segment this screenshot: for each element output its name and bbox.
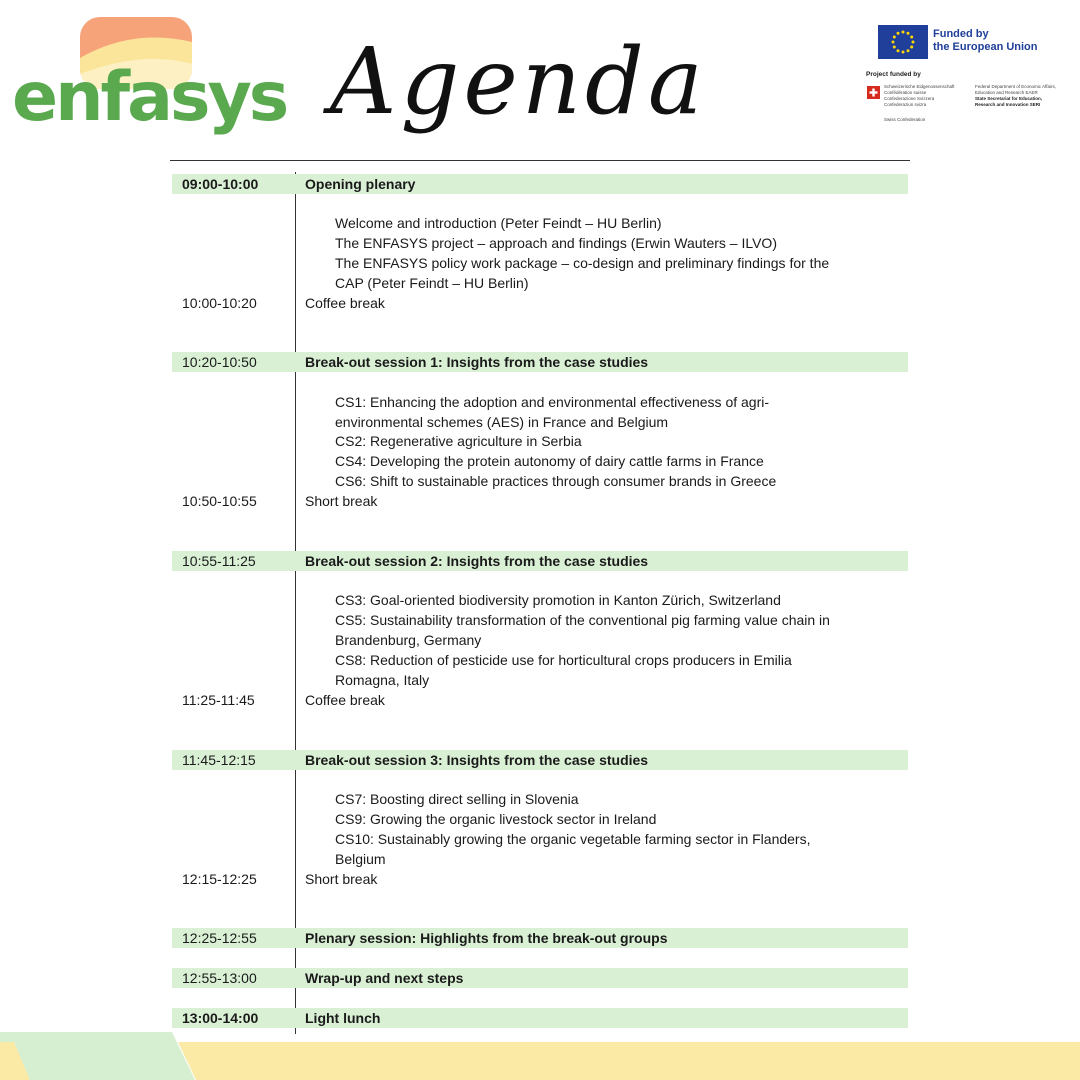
eu-flag-icon <box>878 25 928 59</box>
header-divider <box>170 160 910 161</box>
time-plenary: 12:25-12:55 <box>182 930 257 946</box>
heading-lunch: Light lunch <box>305 1010 381 1026</box>
list-item: CS6: Shift to sustainable practices through consumer brands in Greece <box>335 473 777 489</box>
time-session-2: 10:55-11:25 <box>182 553 256 569</box>
eu-funded-line1: Funded by <box>933 28 989 40</box>
list-item: The ENFASYS project – approach and findings (Erwin Wauters – ILVO) <box>335 235 777 251</box>
eu-funded-line2: the European Union <box>933 41 1038 53</box>
list-item: CS9: Growing the organic livestock sector in Ireland <box>335 811 657 827</box>
list-item: Belgium <box>335 851 386 867</box>
break-1: Coffee break <box>305 295 385 311</box>
list-item: CS3: Goal-oriented biodiversity promotion in Kanton Zürich, Switzerland <box>335 592 781 608</box>
time-wrapup: 12:55-13:00 <box>182 970 257 986</box>
heading-session-1: Break-out session 1: Insights from the case studies <box>305 354 649 370</box>
bottom-stripes-decoration <box>0 1032 1080 1080</box>
swiss-flag-icon <box>867 86 880 99</box>
break-4: Short break <box>305 871 378 887</box>
time-break-1: 10:00-10:20 <box>182 295 257 311</box>
swiss-confederation-label: Swiss Confederation <box>884 117 926 122</box>
time-break-4: 12:15-12:25 <box>182 871 257 887</box>
project-funded-label: Project funded by <box>866 71 921 78</box>
list-item: CS1: Enhancing the adoption and environmental effectiveness of agri- <box>335 394 770 410</box>
page-title: Agenda <box>330 28 707 135</box>
swiss-confederation-lines: Schweizerische Eidgenossenschaft Confédération suisse Confederazione Svizzera Confederaziun svizra <box>884 84 955 107</box>
list-item: Brandenburg, Germany <box>335 632 482 648</box>
list-item: Welcome and introduction (Peter Feindt – HU Berlin) <box>335 215 662 231</box>
heading-opening: Opening plenary <box>305 176 416 192</box>
list-item: CS10: Sustainably growing the organic vegetable farming sector in Flanders, <box>335 831 811 847</box>
heading-wrapup: Wrap-up and next steps <box>305 970 464 986</box>
list-item: The ENFASYS policy work package – co-design and preliminary findings for the <box>335 255 830 271</box>
list-item: Romagna, Italy <box>335 672 430 688</box>
seri-lines: Federal Department of Economic Affairs, Education and Research EAER State Secretariat for Education, Research and Innovation SERI <box>975 84 1056 107</box>
time-column-divider <box>295 172 296 1034</box>
time-break-2: 10:50-10:55 <box>182 493 257 509</box>
list-item: CS7: Boosting direct selling in Slovenia <box>335 791 579 807</box>
time-opening: 09:00-10:00 <box>182 176 259 192</box>
list-item: CS2: Regenerative agriculture in Serbia <box>335 433 582 449</box>
list-item: CS4: Developing the protein autonomy of dairy cattle farms in France <box>335 453 764 469</box>
time-session-1: 10:20-10:50 <box>182 354 257 370</box>
time-lunch: 13:00-14:00 <box>182 1010 259 1026</box>
logo-wordmark: enfasys <box>12 58 287 137</box>
break-3: Coffee break <box>305 692 385 708</box>
break-2: Short break <box>305 493 378 509</box>
list-item: CAP (Peter Feindt – HU Berlin) <box>335 275 529 291</box>
list-item: CS8: Reduction of pesticide use for horticultural crops producers in Emilia <box>335 652 792 668</box>
heading-session-3: Break-out session 3: Insights from the case studies <box>305 752 649 768</box>
enfasys-logo <box>12 14 287 137</box>
row-highlight <box>172 1008 908 1028</box>
list-item: environmental schemes (AES) in France and Belgium <box>335 414 669 430</box>
heading-session-2: Break-out session 2: Insights from the case studies <box>305 553 649 569</box>
time-break-3: 11:25-11:45 <box>182 692 255 708</box>
list-item: CS5: Sustainability transformation of the conventional pig farming value chain in <box>335 612 830 628</box>
heading-plenary: Plenary session: Highlights from the break-out groups <box>305 930 668 946</box>
eu-funding-badge <box>878 25 1078 65</box>
row-highlight <box>172 968 908 988</box>
time-session-3: 11:45-12:15 <box>182 752 256 768</box>
row-highlight <box>172 174 908 194</box>
